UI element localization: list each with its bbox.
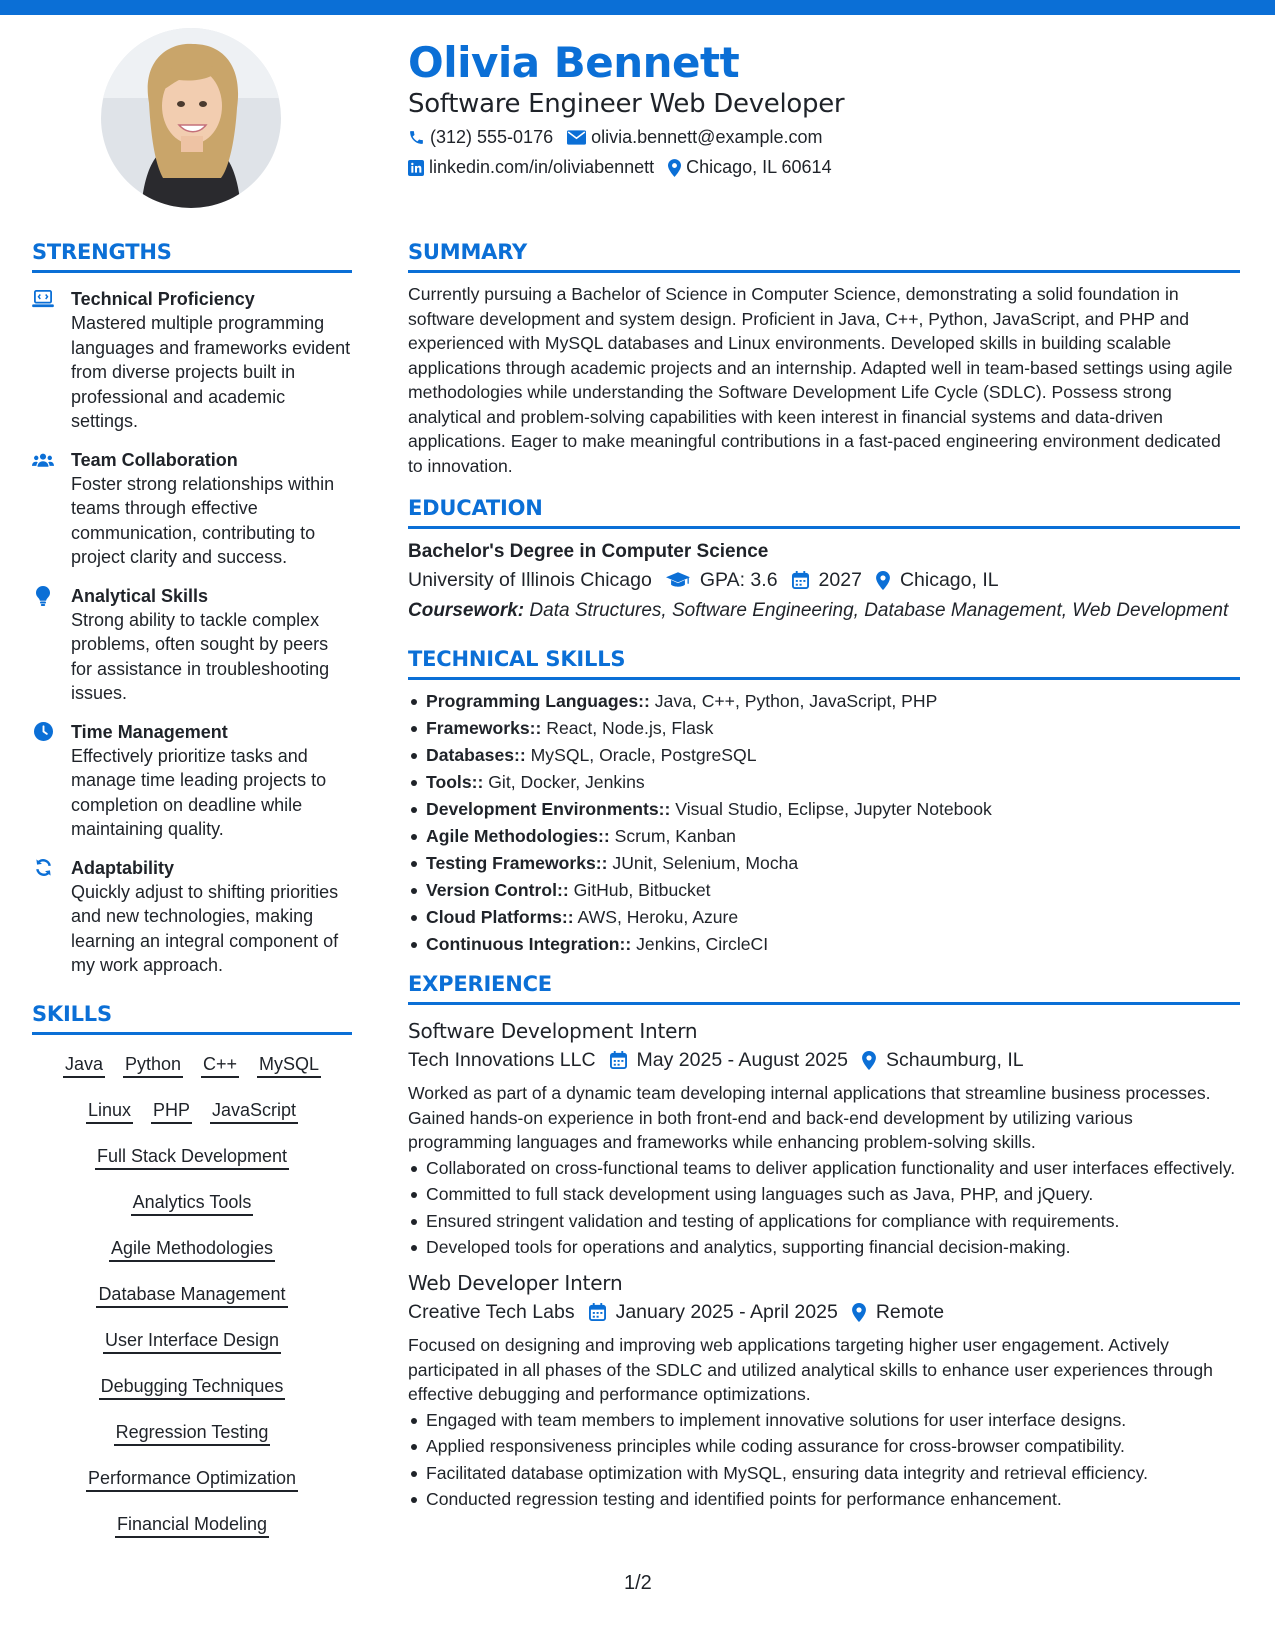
tech-skill-label: Agile Methodologies::: [426, 826, 610, 846]
coursework: [408, 599, 1240, 623]
graduation-year: [792, 565, 862, 595]
location-contact: [668, 157, 831, 178]
profile-photo: [101, 28, 281, 208]
envelope-icon: [567, 130, 586, 145]
left-column: [32, 240, 352, 1553]
skill-tag: Performance Optimization: [86, 1466, 298, 1492]
email-text[interactable]: olivia.bennett@example.com: [591, 127, 823, 147]
job-description: Focused on designing and improving web applications targeting higher user engagement. Actively participated in all phases of the SDLC and utilized analytical skills to enhance user experiences through effective debugging and performance optimizations.: [408, 1335, 1213, 1404]
job-dates: [610, 1045, 848, 1075]
list-item: Conducted regression testing and identified points for performance enhancement.: [408, 1487, 1240, 1511]
coursework-label: Coursework:: [408, 600, 525, 621]
summary-text: Currently pursuing a Bachelor of Science in Computer Science, demonstrating a solid foundation in software development and system design. Proficient in Java, C++, Python, JavaScript, and PHP and experienced with MySQL databases and Linux environments. Developed skills in building scalable applications through academic projects and an internship. Adapted well in team-based settings using agile methodologies while understanding the Software Development Life Cycle (SDLC). Possess strong analytical and problem-solving capabilities with keen interest in financial systems and data-driven applications. Eager to make meaningful contributions in a fast-paced engineering environment dedicated to innovation.: [408, 284, 1233, 476]
tech-skill-label: Testing Frameworks::: [426, 853, 608, 873]
strength-title: Analytical Skills: [71, 585, 209, 606]
education-meta: [408, 565, 1240, 595]
linkedin-text[interactable]: linkedin.com/in/oliviabennett: [429, 157, 655, 177]
list-item: Committed to full stack development using languages such as Java, PHP, and jQuery.: [408, 1182, 1240, 1206]
list-item: [408, 688, 1240, 715]
skills-list: [32, 1047, 352, 1553]
list-item: Developed tools for operations and analytics, supporting financial decision-making.: [408, 1235, 1240, 1259]
education-location: [876, 565, 999, 595]
tech-skill-label: Tools::: [426, 772, 484, 792]
tech-skill-label: Frameworks::: [426, 718, 542, 738]
linkedin-icon: [408, 160, 424, 176]
list-item: [408, 904, 1240, 931]
school-name: [408, 565, 652, 595]
skill-tag: Agile Methodologies: [109, 1236, 275, 1262]
tech-skill-value: GitHub, Bitbucket: [573, 880, 711, 900]
tech-skill-label: Continuous Integration::: [426, 934, 632, 954]
gpa-text: GPA: 3.6: [699, 569, 778, 591]
strength-item: [32, 720, 352, 842]
skill-tag: Analytics Tools: [131, 1190, 254, 1216]
list-item: [408, 796, 1240, 823]
technical-skills-heading: TECHNICAL SKILLS: [408, 647, 1240, 680]
candidate-name: Olivia Bennett: [408, 38, 740, 87]
education-heading: EDUCATION: [408, 496, 1240, 529]
job-title: Web Developer Intern: [408, 1271, 623, 1295]
email-contact[interactable]: [567, 127, 822, 148]
strength-desc: Foster strong relationships within teams through effective communication, contributing to project clarity and success.: [71, 473, 335, 567]
skill-tag: Full Stack Development: [95, 1144, 289, 1170]
technical-skills-list: [408, 688, 1240, 958]
phone-text: (312) 555-0176: [430, 127, 554, 147]
list-item: [408, 850, 1240, 877]
company-text: Creative Tech Labs: [408, 1301, 575, 1323]
tech-skill-value: Git, Docker, Jenkins: [488, 772, 645, 792]
linkedin-contact[interactable]: [408, 157, 654, 178]
strength-desc: Strong ability to tackle complex problems, often sought by peers for assistance in troubleshooting issues.: [71, 609, 330, 703]
company-name: [408, 1297, 575, 1327]
gpa: [666, 565, 778, 595]
company-text: Tech Innovations LLC: [408, 1049, 596, 1071]
skill-tag: PHP: [151, 1098, 192, 1124]
tech-skill-value: AWS, Heroku, Azure: [577, 907, 739, 927]
strength-item: [32, 287, 352, 434]
tech-skill-value: JUnit, Selenium, Mocha: [612, 853, 799, 873]
strength-item: [32, 448, 352, 570]
map-marker-icon: [862, 1051, 876, 1070]
experience-heading: EXPERIENCE: [408, 972, 1240, 1005]
top-accent-bar: [0, 0, 1275, 15]
skill-tag: Linux: [86, 1098, 133, 1124]
skills-heading: SKILLS: [32, 1002, 352, 1035]
summary-heading: SUMMARY: [408, 240, 1240, 273]
page-indicator: 1/2: [624, 1572, 652, 1594]
school-text: University of Illinois Chicago: [408, 569, 652, 591]
strengths-heading: STRENGTHS: [32, 240, 352, 273]
tech-skill-value: React, Node.js, Flask: [546, 718, 714, 738]
list-item: [408, 769, 1240, 796]
calendar-icon: [792, 571, 809, 589]
job-location: [862, 1045, 1024, 1075]
lightbulb-icon: [32, 586, 54, 606]
education-location-text: Chicago, IL: [899, 569, 999, 591]
job-title: Software Development Intern: [408, 1019, 698, 1043]
skill-tag: Java: [63, 1052, 105, 1078]
job-location-text: Schaumburg, IL: [885, 1049, 1024, 1071]
right-column: [408, 240, 1240, 1514]
sync-icon: [32, 858, 54, 878]
strength-title: Technical Proficiency: [71, 289, 255, 309]
skill-tag: JavaScript: [210, 1098, 298, 1124]
job-location-text: Remote: [875, 1301, 945, 1323]
list-item: Collaborated on cross-functional teams to deliver application functionality and user interfaces effectively.: [408, 1156, 1240, 1180]
phone-icon: [408, 129, 425, 146]
strength-item: [32, 584, 352, 706]
job-dates-text: May 2025 - August 2025: [636, 1049, 848, 1071]
list-item: Facilitated database optimization with MySQL, ensuring data integrity and retrieval efficiency.: [408, 1461, 1240, 1485]
strength-title: Adaptability: [71, 857, 175, 878]
list-item: Ensured stringent validation and testing of applications for compliance with requirements.: [408, 1209, 1240, 1233]
job-bullets: [408, 1408, 1240, 1512]
skill-tag: MySQL: [257, 1052, 321, 1078]
calendar-icon: [589, 1303, 606, 1321]
contact-row-1: [408, 127, 836, 148]
job-meta: [408, 1045, 1240, 1075]
job-meta: [408, 1297, 1240, 1327]
map-marker-icon: [852, 1303, 866, 1322]
job-entry: [408, 1017, 1240, 1259]
phone-contact: [408, 127, 553, 148]
strength-title: Team Collaboration: [71, 449, 238, 470]
coursework-text: Data Structures, Software Engineering, Database Management, Web Development: [529, 600, 1229, 621]
tech-skill-value: Scrum, Kanban: [614, 826, 736, 846]
job-bullets: [408, 1156, 1240, 1260]
candidate-headline: Software Engineer Web Developer: [408, 89, 845, 119]
tech-skill-value: Java, C++, Python, JavaScript, PHP: [654, 691, 938, 711]
skill-tag: C++: [201, 1052, 239, 1078]
list-item: [408, 715, 1240, 742]
job-location: [852, 1297, 944, 1327]
tech-skill-value: Jenkins, CircleCI: [636, 934, 769, 954]
list-item: [408, 877, 1240, 904]
degree-title: Bachelor's Degree in Computer Science: [408, 541, 769, 562]
skill-tag: Database Management: [96, 1282, 287, 1308]
calendar-icon: [610, 1051, 627, 1069]
tech-skill-label: Cloud Platforms::: [426, 907, 574, 927]
strength-item: [32, 856, 352, 978]
graduation-cap-icon: [666, 572, 690, 589]
strength-desc: Mastered multiple programming languages and frameworks evident from diverse projects built in professional and academic settings.: [71, 313, 351, 431]
skill-tag: User Interface Design: [103, 1328, 281, 1354]
laptop-code-icon: [32, 289, 54, 309]
skill-tag: Debugging Techniques: [99, 1374, 286, 1400]
skill-tag: Regression Testing: [114, 1420, 271, 1446]
list-item: [408, 931, 1240, 958]
tech-skill-label: Development Environments::: [426, 799, 671, 819]
year-text: 2027: [818, 569, 862, 591]
location-text: Chicago, IL 60614: [686, 157, 832, 177]
list-item: Applied responsiveness principles while coding assurance for cross-browser compatibility.: [408, 1434, 1240, 1458]
job-dates: [589, 1297, 838, 1327]
strength-desc: Quickly adjust to shifting priorities and new technologies, making learning an integral component of my work approach.: [71, 881, 339, 975]
tech-skill-value: MySQL, Oracle, PostgreSQL: [530, 745, 757, 765]
tech-skill-label: Programming Languages::: [426, 691, 650, 711]
tech-skill-label: Version Control::: [426, 880, 569, 900]
map-marker-icon: [876, 571, 890, 590]
job-description: Worked as part of a dynamic team developing internal applications that streamline business processes. Gained hands-on experience in both front-end and back-end development by utilizing various programming languages and frameworks while enhancing problem-solving skills.: [408, 1083, 1211, 1152]
strength-desc: Effectively prioritize tasks and manage time leading projects to completion on deadline while maintaining quality.: [71, 745, 327, 839]
list-item: Engaged with team members to implement innovative solutions for user interface designs.: [408, 1408, 1240, 1432]
contact-row-2: [408, 157, 846, 178]
company-name: [408, 1045, 596, 1075]
job-dates-text: January 2025 - April 2025: [615, 1301, 838, 1323]
clock-icon: [32, 722, 54, 742]
list-item: [408, 823, 1240, 850]
users-icon: [32, 450, 54, 470]
job-entry: [408, 1269, 1240, 1511]
map-marker-icon: [668, 159, 681, 177]
tech-skill-value: Visual Studio, Eclipse, Jupyter Notebook: [675, 799, 992, 819]
skill-tag: Python: [123, 1052, 183, 1078]
tech-skill-label: Databases::: [426, 745, 526, 765]
skill-tag: Financial Modeling: [115, 1512, 269, 1538]
strength-title: Time Management: [71, 721, 228, 742]
list-item: [408, 742, 1240, 769]
